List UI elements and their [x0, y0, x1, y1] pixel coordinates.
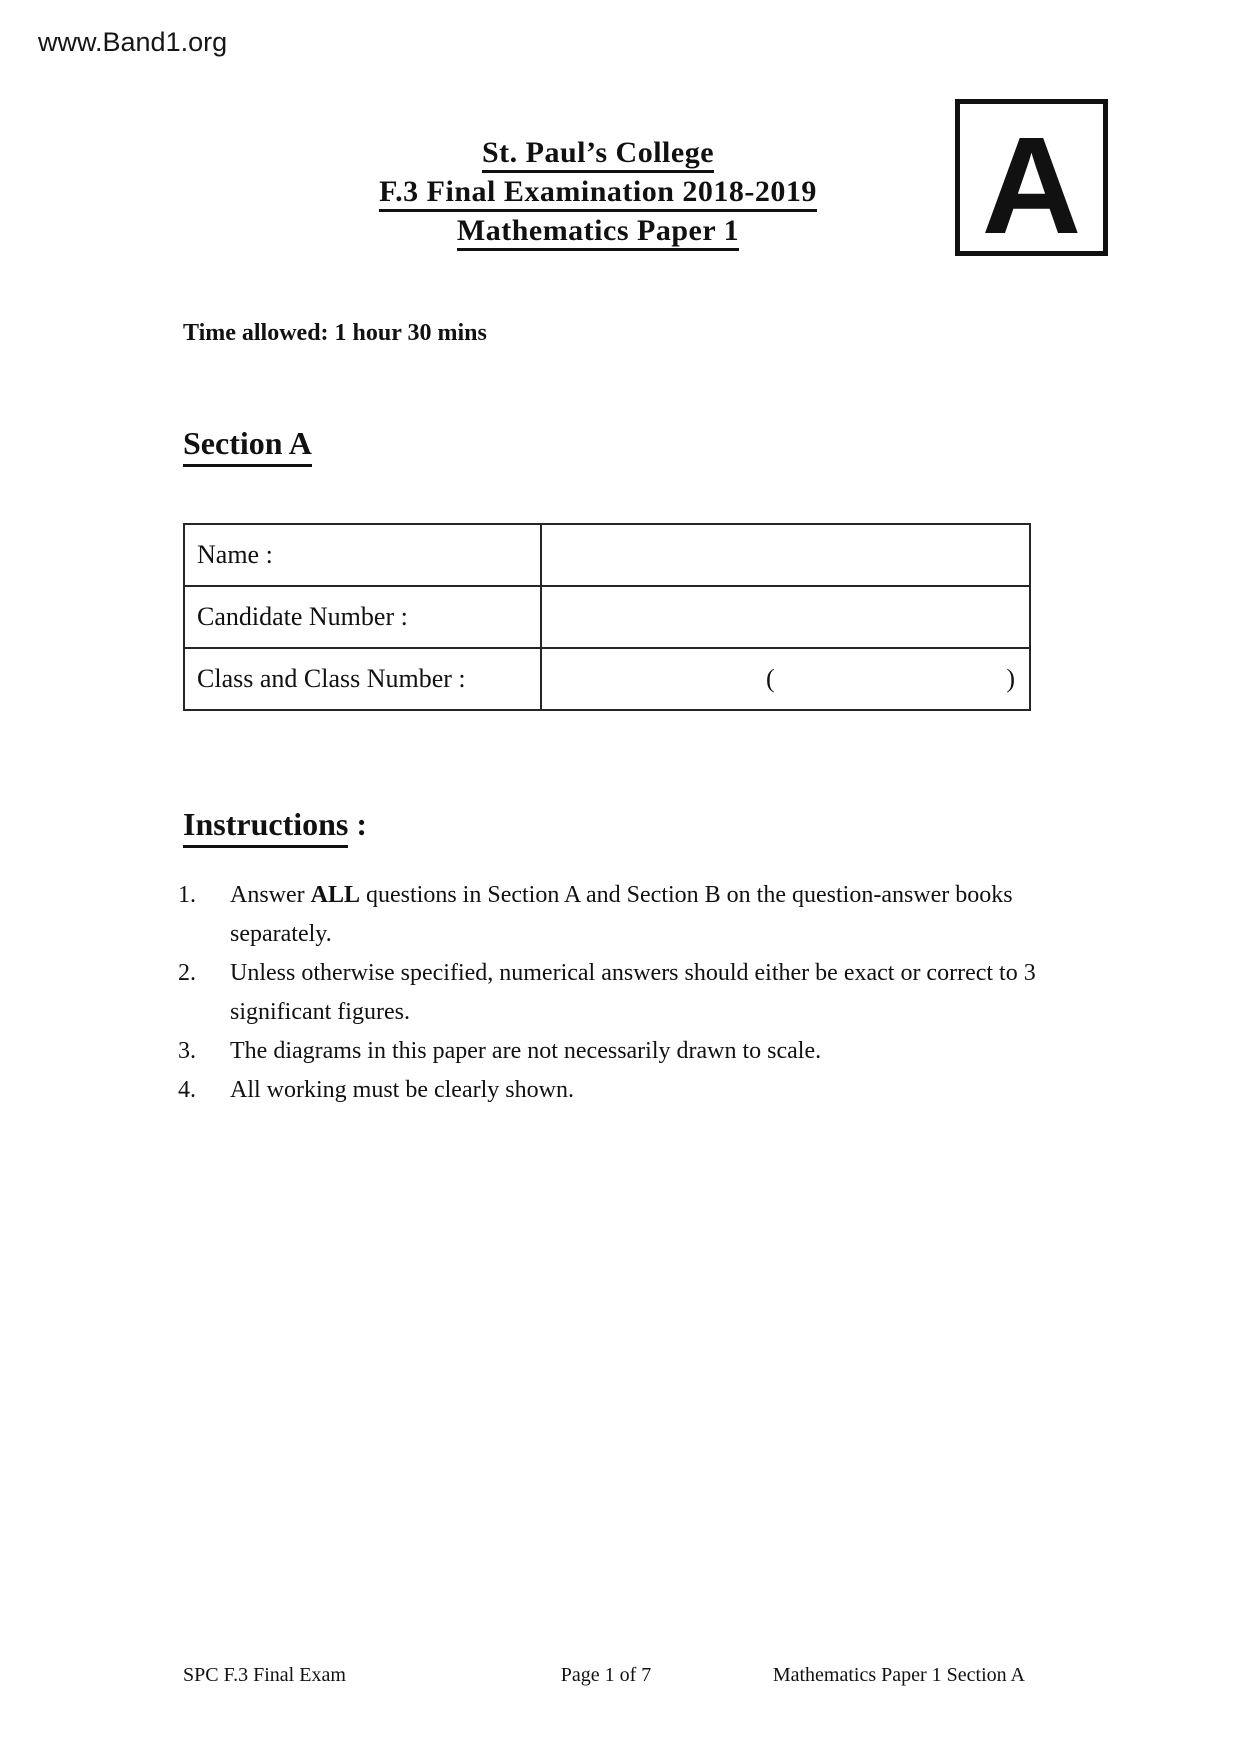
class-number-value-cell	[541, 648, 1030, 710]
time-allowed-text: Time allowed: 1 hour 30 mins	[183, 320, 487, 346]
instruction-item-1	[178, 876, 1058, 954]
paper-title: Mathematics Paper 1	[0, 212, 1196, 251]
instruction-text: Answer ALL questions in Section A and Section B on the question-answer books separately.	[230, 882, 1013, 947]
instruction-text: The diagrams in this paper are not necessarily drawn to scale.	[230, 1038, 822, 1064]
school-title: St. Paul’s College	[0, 134, 1196, 173]
name-label: Name :	[184, 524, 541, 586]
candidate-info-table	[183, 523, 1031, 711]
footer-page-indicator: Page 1 of 7	[560, 1664, 652, 1686]
section-a-heading: Section A	[183, 425, 312, 467]
footer-paper-section: Mathematics Paper 1 Section A	[772, 1664, 1025, 1686]
name-value-cell	[541, 524, 1030, 586]
class-number-paren-wrap	[542, 664, 1029, 694]
instructions-heading: Instructions :	[183, 806, 367, 848]
table-row-name	[184, 524, 1030, 586]
exam-title: F.3 Final Examination 2018-2019	[0, 173, 1196, 212]
paper-code-box	[955, 99, 1108, 263]
class-number-label: Class and Class Number :	[184, 648, 541, 710]
instruction-number: 2.	[178, 960, 196, 986]
footer-exam-name: SPC F.3 Final Exam	[183, 1664, 346, 1686]
close-paren: )	[1006, 664, 1015, 693]
table-row-class-number	[184, 648, 1030, 710]
instruction-text: Unless otherwise specified, numerical answers should either be exact or correct to 3 significant figures.	[230, 960, 1036, 1025]
instruction-item-3	[178, 1032, 1058, 1071]
instruction-text: All working must be clearly shown.	[230, 1077, 574, 1103]
instruction-item-4	[178, 1071, 1058, 1110]
instructions-colon: :	[348, 806, 368, 842]
site-watermark: www.Band1.org	[38, 27, 228, 57]
open-paren: (	[766, 664, 775, 693]
instructions-list	[178, 876, 1058, 1110]
candidate-number-label: Candidate Number :	[184, 586, 541, 648]
instruction-number: 4.	[178, 1077, 196, 1103]
candidate-number-value-cell	[541, 586, 1030, 648]
instruction-item-2	[178, 954, 1058, 1032]
paper-code-letter: A	[981, 108, 1082, 263]
instruction-number: 1.	[178, 882, 196, 908]
instruction-number: 3.	[178, 1038, 196, 1064]
table-row-candidate-number	[184, 586, 1030, 648]
